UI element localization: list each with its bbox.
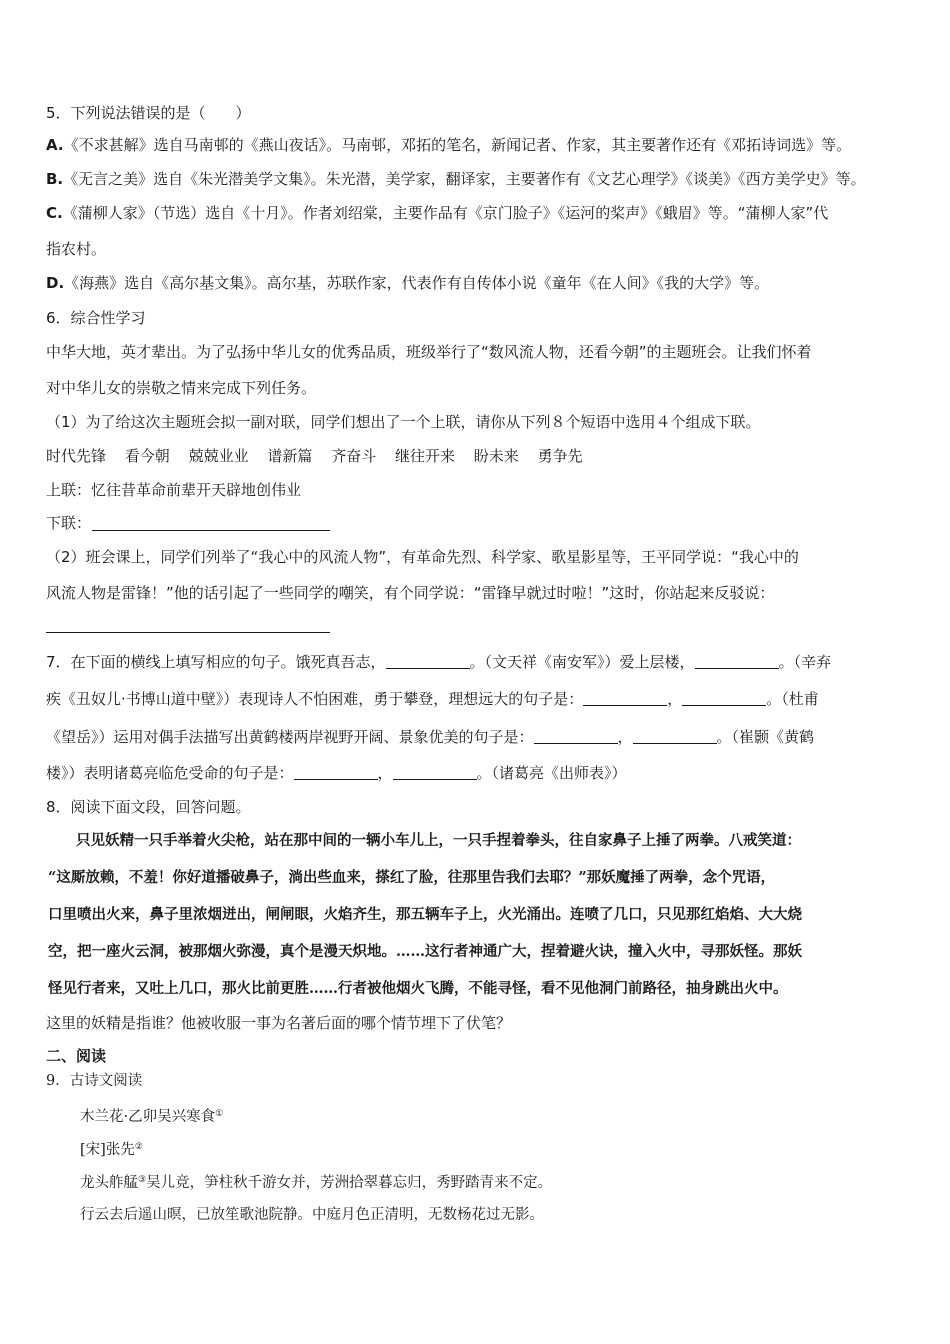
q7-text: ， — [667, 690, 683, 708]
answer-blank[interactable] — [534, 727, 618, 744]
q7-text: 疾《丑奴儿·书博山道中壁》）表现诗人不怕困难，勇于攀登，理想远大的句子是： — [46, 690, 584, 708]
phrase-item: 谱新篇 — [267, 447, 313, 465]
q6-intro-line-2: 对中华儿女的崇敬之情来完成下列任务。 — [46, 379, 317, 397]
q7-line-4 — [46, 762, 627, 784]
q7-text: 《望岳》）运用对偶手法描写出黄鹤楼两岸视野开阔、景象优美的句子是： — [46, 728, 534, 746]
q5-option-d — [46, 272, 769, 294]
poem-text: 吴儿竞，笋柱秋千游女并，芳洲拾翠暮忘归，秀野踏青来不定。 — [146, 1175, 553, 1191]
footnote-marker: ③ — [138, 1175, 147, 1185]
phrase-item: 时代先锋 — [46, 447, 107, 465]
poem-title — [80, 1103, 223, 1128]
q6-phrase-list — [46, 445, 583, 467]
footnote-marker: ② — [134, 1142, 143, 1152]
option-text: 《海燕》选自《高尔基文集》。高尔基，苏联作家，代表作有自传体小说《童年《在人间》《我的大学》等。 — [64, 274, 770, 292]
option-label: D. — [46, 274, 65, 292]
answer-blank[interactable] — [386, 652, 470, 669]
answer-blank[interactable] — [682, 689, 766, 706]
phrase-item: 继往开来 — [394, 447, 455, 465]
passage-line: 只见妖精一只手举着火尖枪，站在那中间的一辆小车儿上，一只手捏着拳头，往自家鼻子上捶了两拳。八戒笑道： — [76, 832, 801, 849]
option-text: 《不求甚解》选自马南邨的《燕山夜话》。马南邨，邓拓的笔名，新闻记者、作家，其主要著作还有《邓拓诗词选》等。 — [63, 136, 852, 154]
q7-text: 。（诸葛亮《出师表》） — [476, 764, 627, 782]
q6-upper-couplet: 上联：忆往昔革命前辈开天辟地创伟业 — [46, 481, 302, 499]
q6-stem: 6．综合性学习 — [46, 309, 146, 327]
phrase-item: 盼未来 — [473, 447, 519, 465]
q5-option-a — [46, 134, 851, 156]
option-label: C. — [46, 204, 63, 222]
q6-task-2-line-2: 风流人物是雷锋！”他的话引起了一些同学的嘲笑，有个同学说：“雷锋早就过时啦！”这时，你站起来反驳说： — [46, 584, 775, 602]
option-label: B. — [46, 170, 64, 188]
section-heading: 二、阅读 — [46, 1047, 107, 1065]
phrase-item: 齐奋斗 — [331, 447, 377, 465]
q7-text: ， — [617, 728, 633, 746]
q6-lower-couplet-label: 下联： — [46, 514, 92, 532]
passage-line: 空，把一座火云洞，被那烟火弥漫，真个是漫天炽地。……这行者神通广大，捏着避火诀，撞入火中，寻那妖怪。那妖 — [48, 943, 802, 960]
q5-option-b — [46, 168, 866, 190]
q8-stem: 8．阅读下面文段，回答问题。 — [46, 798, 251, 816]
passage-line: 怪见行者来，又吐上几口，那火比前更胜……行者被他烟火飞腾，不能寻怪，看不见他洞门前路径，抽身跳出火中。 — [48, 980, 788, 997]
answer-blank[interactable] — [583, 689, 667, 706]
phrase-item: 看今朝 — [124, 447, 170, 465]
q8-question: 这里的妖精是指谁？他被收服一事为名著后面的哪个情节埋下了伏笔？ — [46, 1014, 512, 1032]
lower-couplet-blank[interactable] — [92, 530, 330, 531]
q7-text: ， — [377, 764, 393, 782]
poem-title-text: 木兰花·乙卯吴兴寒食 — [80, 1109, 216, 1125]
q6-task-2-line-1: （2）班会课上，同学们列举了“我心中的风流人物”，有革命先烈、科学家、歌星影星等，王平同学说：“我心中的 — [46, 548, 799, 566]
q6-task-1: （1）为了给这次主题班会拟一副对联，同学们想出了一个上联，请你从下列８个短语中选用４个组成下联。 — [46, 413, 761, 431]
q7-text: 。（杜甫 — [766, 690, 819, 708]
q5-stem: 5．下列说法错误的是（ ） — [46, 104, 251, 122]
poem-line: 行云去后遥山暝，已放笙歌池院静。中庭月色正清明，无数杨花过无影。 — [80, 1207, 544, 1223]
q9-stem: 9．古诗文阅读 — [46, 1073, 143, 1089]
q7-text: 7．在下面的横线上填写相应的句子。饿死真吾志， — [46, 653, 386, 671]
answer-blank[interactable] — [695, 652, 779, 669]
footnote-marker: ① — [215, 1109, 224, 1119]
rebuttal-blank[interactable] — [46, 632, 330, 633]
answer-blank[interactable] — [633, 727, 717, 744]
q7-text: 。（文天祥《南安军》）爱上层楼， — [469, 653, 695, 671]
q5-option-c-cont: 指农村。 — [46, 240, 107, 258]
answer-blank[interactable] — [294, 763, 378, 780]
option-text: 《蒲柳人家》（节选）选自《十月》。作者刘绍棠，主要作品有《京门脸子》《运河的桨声》《蛾眉》等。“蒲柳人家”代 — [62, 204, 829, 222]
phrase-item: 兢兢业业 — [188, 447, 249, 465]
q7-line-2 — [46, 688, 819, 710]
q5-option-c — [46, 202, 828, 224]
q7-text: 。（辛弃 — [778, 653, 832, 671]
passage-line: “这厮放赖，不羞！你好道播破鼻子，淌出些血来，搽红了脸，往那里告我们去耶？”那妖魔捶了两拳，念个咒语， — [48, 869, 776, 886]
q7-line-1 — [46, 651, 831, 673]
option-label: A. — [46, 136, 64, 154]
poem-line — [80, 1169, 552, 1194]
q7-text: 。（崔颢《黄鹤 — [716, 728, 815, 746]
q7-text: 楼》）表明诸葛亮临危受命的句子是： — [46, 764, 294, 782]
poem-author — [80, 1136, 143, 1161]
phrase-item: 勇争先 — [537, 447, 583, 465]
option-text: 《无言之美》选自《朱光潜美学文集》。朱光潜，美学家，翻译家，主要著作有《文艺心理学》《谈美》《西方美学史》等。 — [63, 170, 866, 188]
poem-text: 龙头舴艋 — [80, 1175, 138, 1191]
poem-author-text: [宋]张先 — [80, 1142, 135, 1158]
q7-line-3 — [46, 726, 814, 748]
answer-blank[interactable] — [393, 763, 477, 780]
passage-line: 口里喷出火来，鼻子里浓烟迸出，闸闸眼，火焰齐生，那五辆车子上，火光涌出。连喷了几口，只见那红焰焰、大大烧 — [48, 906, 802, 923]
q6-intro-line-1: 中华大地，英才辈出。为了弘扬中华儿女的优秀品质，班级举行了“数风流人物，还看今朝”的主题班会。让我们怀着 — [46, 343, 812, 361]
